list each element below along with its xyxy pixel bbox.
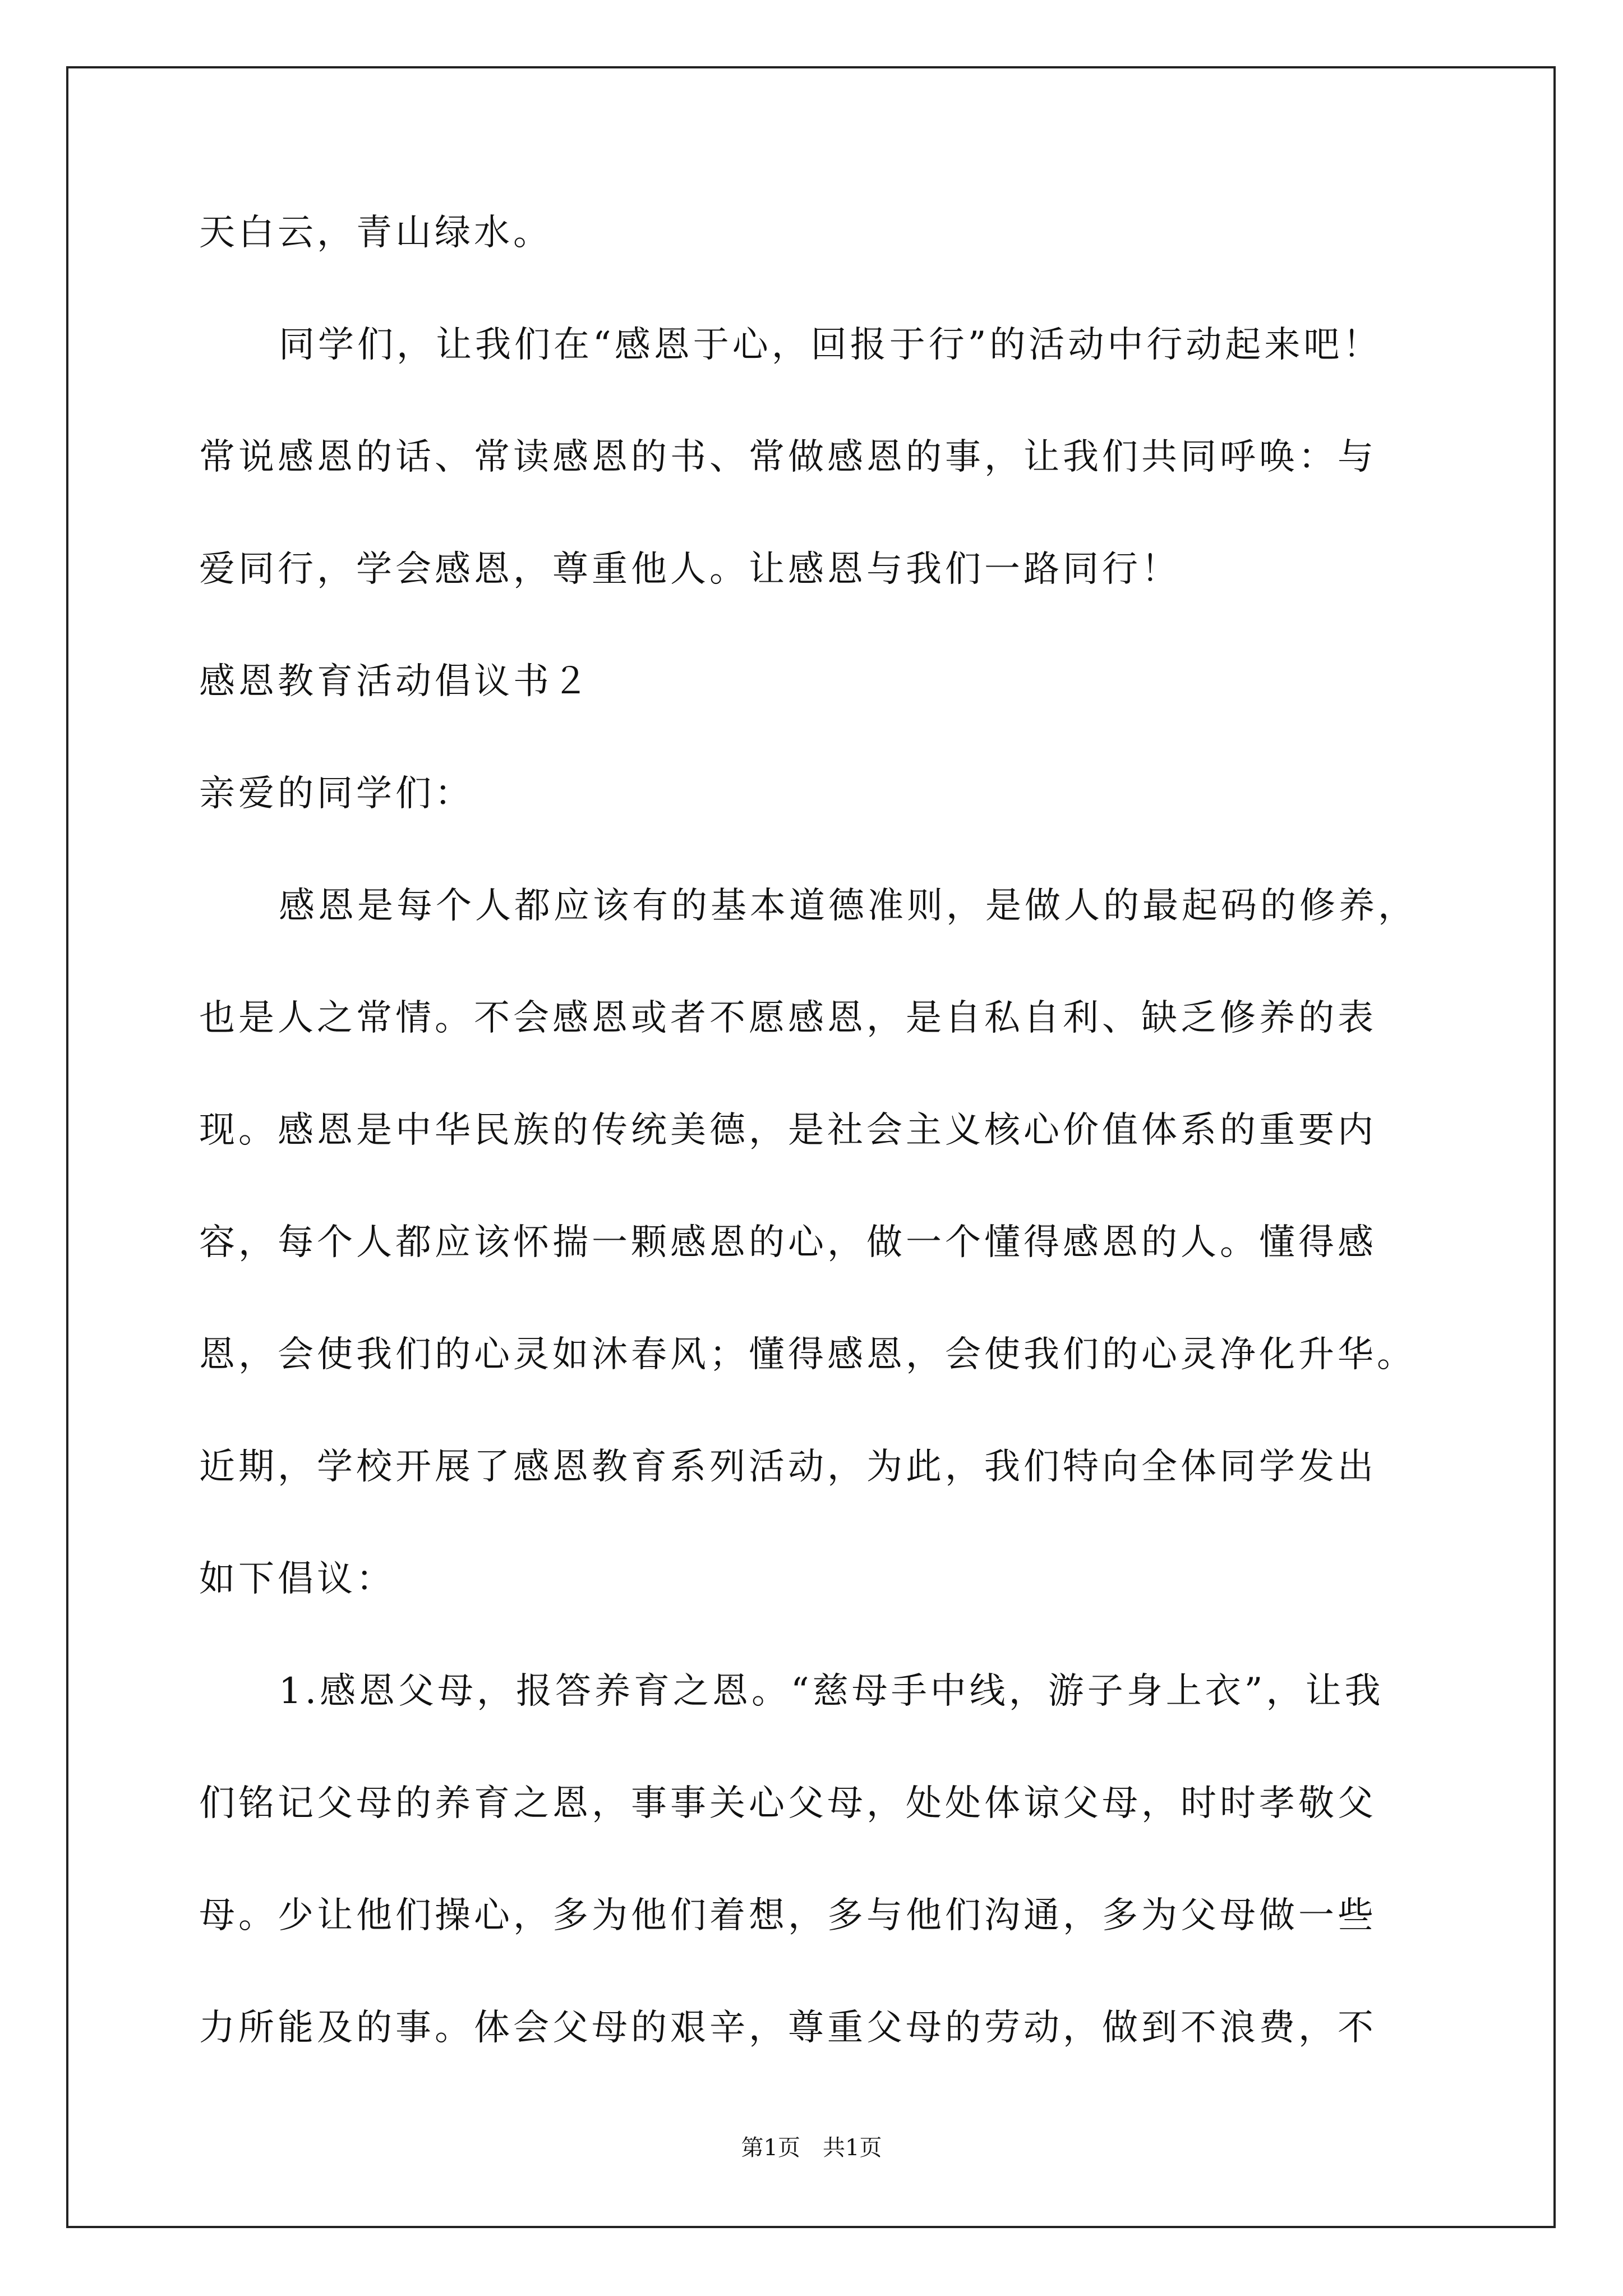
text-line: 现。感恩是中华民族的传统美德，是社会主义核心价值体系的重要内 bbox=[199, 1110, 1377, 1151]
text-line: 如下倡议： bbox=[199, 1558, 395, 1600]
text-line: 爱同行，学会感恩，尊重他人。让感恩与我们一路同行！ bbox=[199, 549, 1181, 590]
text-line: 容，每个人都应该怀揣一颗感恩的心，做一个懂得感恩的人。懂得感 bbox=[199, 1222, 1377, 1263]
text-line: 同学们，让我们在“感恩于心，回报于行”的活动中行动起来吧！ bbox=[279, 324, 1382, 366]
text-line: 们铭记父母的养育之恩，事事关心父母，处处体谅父母，时时孝敬父 bbox=[199, 1783, 1377, 1824]
text-line: 近期，学校开展了感恩教育系列活动，为此，我们特向全体同学发出 bbox=[199, 1446, 1377, 1488]
text-line: 母。少让他们操心，多为他们着想，多与他们沟通，多为父母做一些 bbox=[199, 1895, 1377, 1936]
page-total: 共1页 bbox=[823, 2135, 882, 2161]
text-line: 力所能及的事。体会父母的艰辛，尊重父母的劳动，做到不浪费，不 bbox=[199, 2007, 1377, 2049]
text-line: 1.感恩父母，报答养育之恩。“慈母手中线，游子身上衣”，让我 bbox=[279, 1671, 1384, 1712]
page-footer bbox=[0, 2134, 1623, 2162]
text-line: 常说感恩的话、常读感恩的书、常做感恩的事，让我们共同呼唤：与 bbox=[199, 436, 1377, 478]
text-line: 天白云，青山绿水。 bbox=[199, 212, 552, 254]
page-number: 第1页 bbox=[741, 2135, 800, 2161]
text-line: 恩，会使我们的心灵如沐春风；懂得感恩，会使我们的心灵净化升华。 bbox=[199, 1334, 1416, 1375]
section-heading: 感恩教育活动倡议书２ bbox=[199, 661, 592, 702]
text-line: 也是人之常情。不会感恩或者不愿感恩，是自私自利、缺乏修养的表 bbox=[199, 997, 1377, 1039]
salutation: 亲爱的同学们： bbox=[199, 773, 474, 815]
text-line: 感恩是每个人都应该有的基本道德准则，是做人的最起码的修养， bbox=[279, 885, 1417, 927]
